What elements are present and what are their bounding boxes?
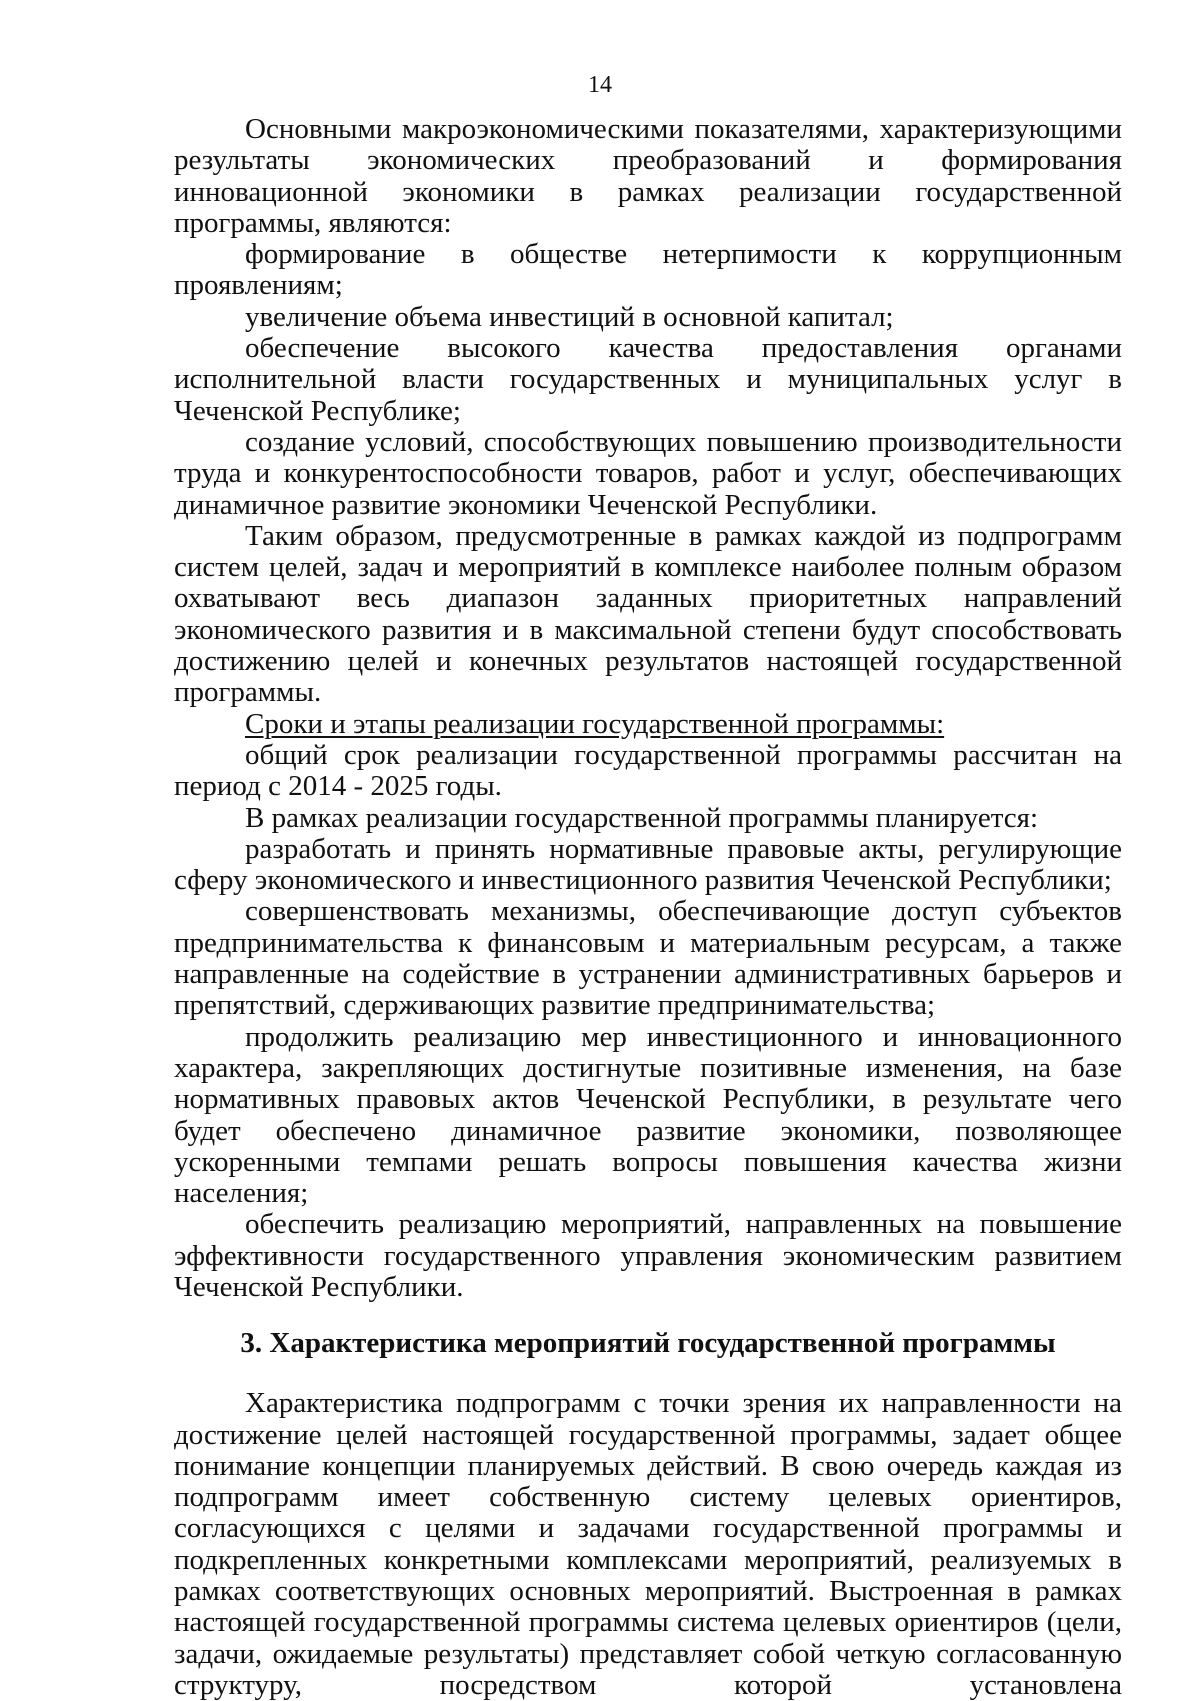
subheading-text: Сроки и этапы реализации государственной программы:	[245, 707, 945, 740]
paragraph: продолжить реализацию мер инвестиционного и инновационного характера, закрепляющих достигнутые позитивные изменения, на базе нормативных правовых актов Чеченской Республики, в результате чего будет обеспечено динамичное развитие экономики, позволяющее ускоренными темпами решать вопросы повышения качества жизни населения;	[174, 1020, 1122, 1210]
paragraph: общий срок реализации государственной программы рассчитан на период с 2014 - 2025 годы.	[174, 738, 1122, 803]
paragraph: обеспечение высокого качества предоставления органами исполнительной власти государственных и муниципальных услуг в Чеченской Республике;	[174, 332, 1122, 427]
paragraph: формирование в обществе нетерпимости к коррупционным проявлениям;	[174, 238, 1122, 302]
paragraph: увеличение объема инвестиций в основной капитал;	[245, 300, 894, 333]
paragraph: создание условий, способствующих повышению производительности труда и конкурентоспособности товаров, работ и услуг, обеспечивающих динамичное развитие экономики Чеченской Республики.	[174, 425, 1122, 521]
section-paragraph: Характеристика подпрограмм с точки зрения их направленности на достижение целей настоящей государственной программы, задает общее понимание концепции планируемых действий. В свою очередь каждая из подпрограмм имеет собственную систему целевых ориентиров, согласующихся с целями и задачами государственной программы и подкрепленных конкретными комплексами мероприятий, реализуемых в рамках соответствующих основных мероприятий. Выстроенная в рамках настоящей государственной программы система целевых ориентиров (цели, задачи, ожидаемые результаты) представляет собой четкую согласованную структуру, посредством которой установлена	[174, 1387, 1122, 1701]
section-heading: 3. Характеристика мероприятий государственной программы	[240, 1327, 1056, 1360]
paragraph: Основными макроэкономическими показателями, характеризующими результаты экономических преобразований и формирования инновационной экономики в рамках реализации государственной программы, являются:	[174, 113, 1122, 239]
page-number: 14	[588, 72, 612, 98]
document-body	[174, 114, 1122, 1701]
paragraph: обеспечить реализацию мероприятий, направленных на повышение эффективности государственного управления экономическим развитием Чеченской Республики.	[174, 1208, 1122, 1303]
paragraph: разработать и принять нормативные правовые акты, регулирующие сферу экономического и инвестиционного развития Чеченской Республики;	[174, 832, 1122, 897]
paragraph: В рамках реализации государственной программы планируется:	[245, 801, 1039, 834]
paragraph: Таким образом, предусмотренные в рамках каждой из подпрограмм систем целей, задач и мероприятий в комплексе наиболее полным образом охватывают весь диапазон заданных приоритетных направлений экономического развития и в максимальной степени будут способствовать достижению целей и конечных результатов настоящей государственной программы.	[174, 519, 1122, 709]
subheading	[174, 709, 1122, 740]
paragraph: совершенствовать механизмы, обеспечивающие доступ субъектов предпринимательства к финансовым и материальным ресурсам, а также направленные на содействие в устранении административных барьеров и препятствий, сдерживающих развитие предпринимательства;	[174, 895, 1122, 1022]
